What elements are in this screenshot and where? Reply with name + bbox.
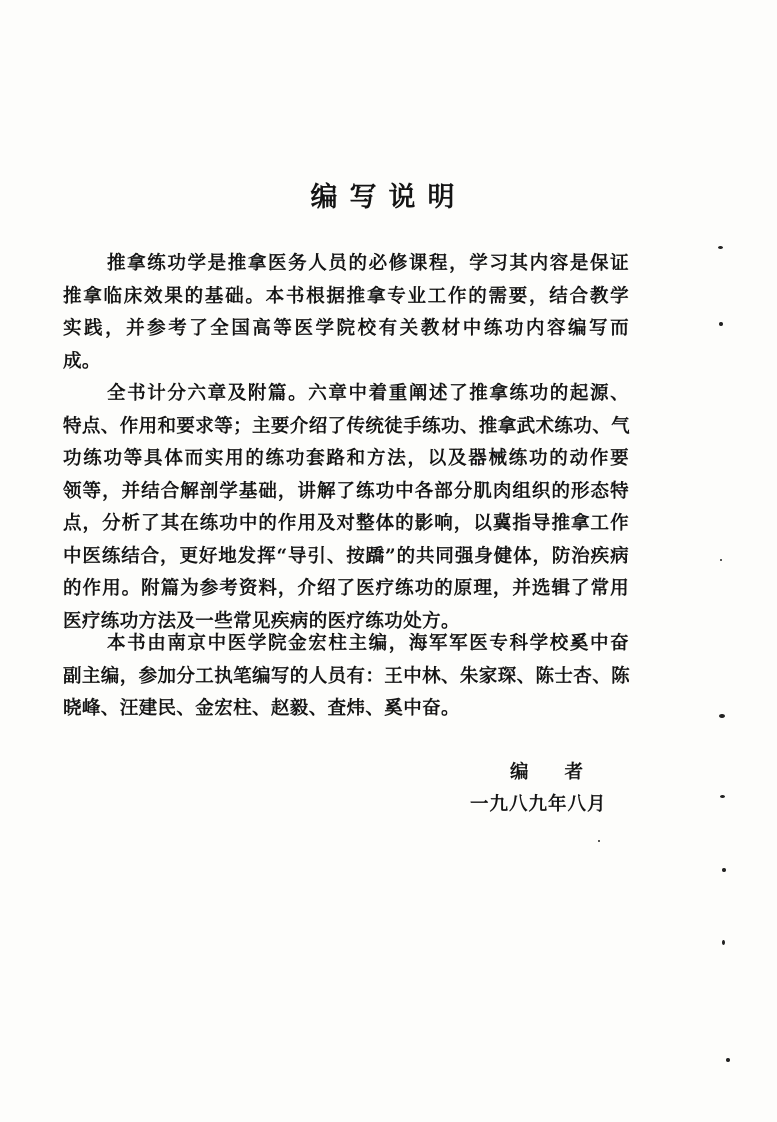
text-line: 的作用。附篇为参考资料，介绍了医疗练功的原理，并选辑了常用 — [63, 578, 629, 599]
signature-date: 一九八九年八月 — [470, 794, 607, 815]
text-line: 推拿临床效果的基础。本书根据推拿专业工作的需要，结合教学 — [63, 285, 629, 307]
text-line: 推拿练功学是推拿医务人员的必修课程，学习其内容是保证 — [107, 253, 629, 274]
scan-speck — [720, 795, 725, 798]
paragraph-intro — [63, 248, 629, 378]
scan-speck — [726, 1058, 730, 1062]
text-line: 实践，并参考了全国高等医学院校有关教材中练功内容编写而 — [63, 318, 629, 339]
text-line: 晓峰、汪建民、金宏柱、赵毅、査炜、奚中奋。 — [63, 698, 460, 719]
scan-speck — [719, 322, 723, 326]
scan-speck — [722, 940, 725, 945]
paragraph-authors — [63, 628, 629, 726]
text-line: 成。 — [63, 350, 101, 372]
text-line: 特点、作用和要求等；主要介绍了传统徒手练功、推拿武术练功、气 — [63, 415, 631, 437]
text-line: 中医练结合，更好地发挥“导引、按蹻”的共同强身健体，防治疾病 — [63, 545, 629, 567]
text-line: 点，分析了其在练功中的作用及对整体的影响，以冀指导推拿工作 — [63, 513, 629, 534]
scan-speck — [720, 559, 722, 561]
text-line: 功练功等具体而实用的练功套路和方法，以及器械练功的动作要 — [63, 448, 629, 469]
scan-speck — [719, 714, 725, 718]
text-line: 副主编，参加分工执笔编写的人员有：王中林、朱家琛、陈士杏、陈 — [63, 665, 631, 687]
scan-speck — [718, 246, 723, 249]
scan-speck — [722, 868, 726, 872]
text-line: 全书计分六章及附篇。六章中着重阐述了推拿练功的起源、 — [107, 383, 629, 404]
page-title: 编写说明 — [310, 182, 467, 213]
signature-author: 编者 — [510, 762, 620, 783]
text-line: 领等，并结合解剖学基础，讲解了练功中各部分肌肉组织的形态特 — [63, 480, 629, 502]
text-line: 本书由南京中医学院金宏柱主编，海军军医专科学校奚中奋 — [107, 633, 629, 654]
scan-speck — [598, 840, 600, 842]
text-line: 医疗练功方法及一些常见疾病的医疗练功处方。 — [63, 610, 460, 632]
paragraph-contents — [63, 378, 629, 638]
